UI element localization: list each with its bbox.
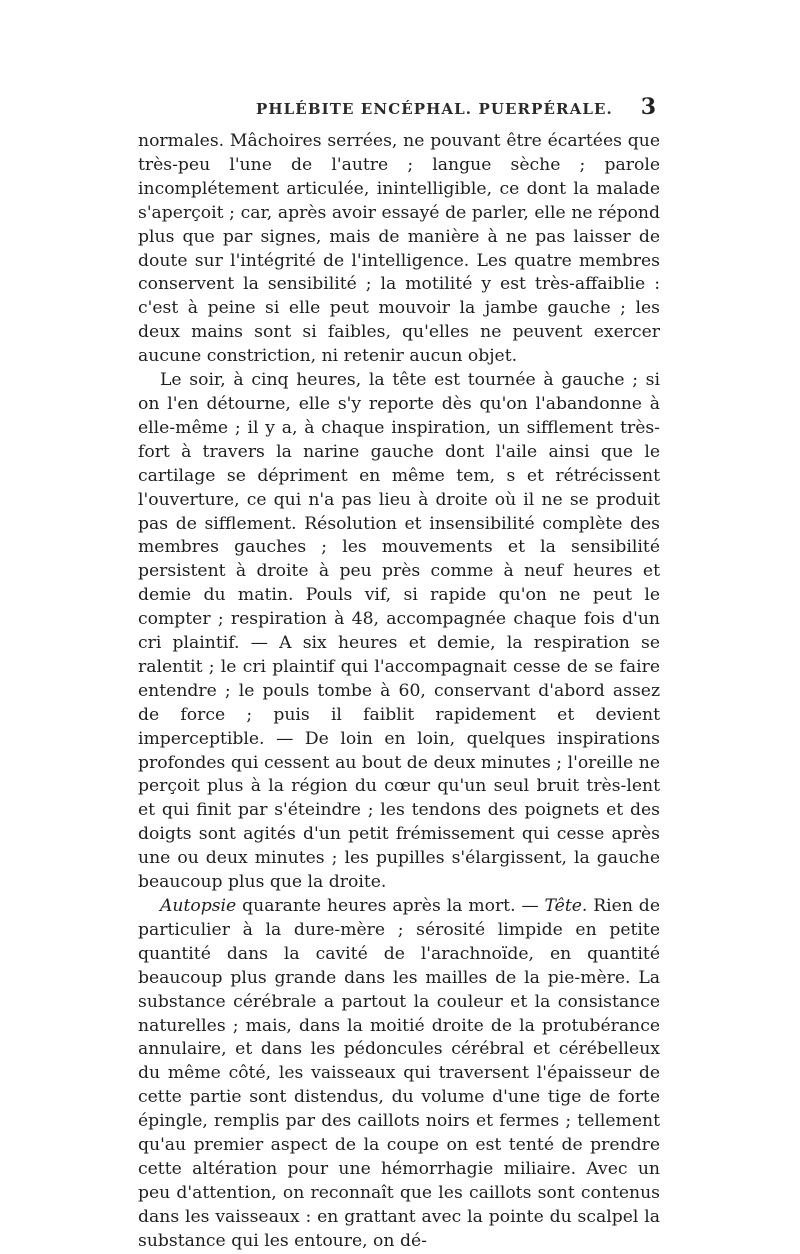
page-number: 3 <box>640 94 656 120</box>
paragraph-3 <box>138 895 660 1254</box>
paragraph-1-text: normales. Mâchoires serrées, ne pouvant être écartées que très-peu l'une de l'autre ; langue sèche ; parole incomplétement articulée, inintelligible, ce dont la malade s'aperçoit ; car, après avoir essayé de parler, elle ne répond plus que par signes, mais de manière à ne pas laisser de doute sur l'intégrité de l'intelligence. Les quatre membres conservent la sensibilité ; la motilité y est très-affaiblie : c'est à peine si elle peut mouvoir la jambe gauche ; les deux mains sont si faibles, qu'elles ne peuvent exercer aucune constriction, ni retenir aucun objet. <box>138 131 660 367</box>
paragraph-1 <box>138 130 660 369</box>
autopsie-heading: Autopsie <box>160 896 237 916</box>
paragraph-2 <box>138 369 660 895</box>
tete-heading: Tête. <box>544 896 588 916</box>
running-title: PHLÉBITE ENCÉPHAL. PUERPÉRALE. <box>256 100 613 118</box>
body-text <box>138 130 660 1254</box>
paragraph-3-text-a: quarante heures après la mort. — <box>236 896 545 916</box>
paragraph-2-text: Le soir, à cinq heures, la tête est tournée à gauche ; si on l'en détourne, elle s'y reporte dès qu'on l'abandonne à elle-même ; il y a, à chaque inspiration, un sifflement très-fort à travers la narine gauche dont l'aile ainsi que le cartilage se dépriment en même tem, s et rétrécissent l'ouverture, ce qui n'a pas lieu à droite où il ne se produit pas de sifflement. Résolution et insensibilité complète des membres gauches ; les mouvements et la sensibilité persistent à droite à peu près comme à neuf heures et demie du matin. Pouls vif, si rapide qu'on ne peut le compter ; respiration à 48, accompagnée chaque fois d'un cri plaintif. — A six heures et demie, la respiration se ralentit ; le cri plaintif qui l'accompagnait cesse de se faire entendre ; le pouls tombe à 60, conservant d'abord assez de force ; puis il faiblit rapidement et devient imperceptible. — De loin en loin, quelques inspirations profondes qui cessent au bout de deux minutes ; l'oreille ne perçoit plus à la région du cœur qu'un seul bruit très-lent et qui finit par s'éteindre ; les tendons des poignets et des doigts sont agités d'un petit frémissement qui cesse après une ou deux minutes ; les pupilles s'élargissent, la gauche beaucoup plus que la droite. <box>138 370 660 893</box>
paragraph-3-text-b: Rien de particulier à la dure-mère ; sérosité limpide en petite quantité dans la cavité de l'arachnoïde, en quantité beaucoup plus grande dans les mailles de la pie-mère. La substance cérébrale a partout la couleur et la consistance naturelles ; mais, dans la moitié droite de la protubérance annulaire, et dans les pédoncules cérébral et cérébelleux du même côté, les vaisseaux qui traversent l'épaisseur de cette partie sont distendus, du volume d'une tige de forte épingle, remplis par des caillots noirs et fermes ; tellement qu'au premier aspect de la coupe on est tenté de prendre cette altération pour une hémorrhagie miliaire. Avec un peu d'attention, on reconnaît que les caillots sont contenus dans les vaisseaux : en grattant avec la pointe du scalpel la substance qui les entoure, on dé- <box>138 896 660 1251</box>
running-head <box>138 96 658 126</box>
